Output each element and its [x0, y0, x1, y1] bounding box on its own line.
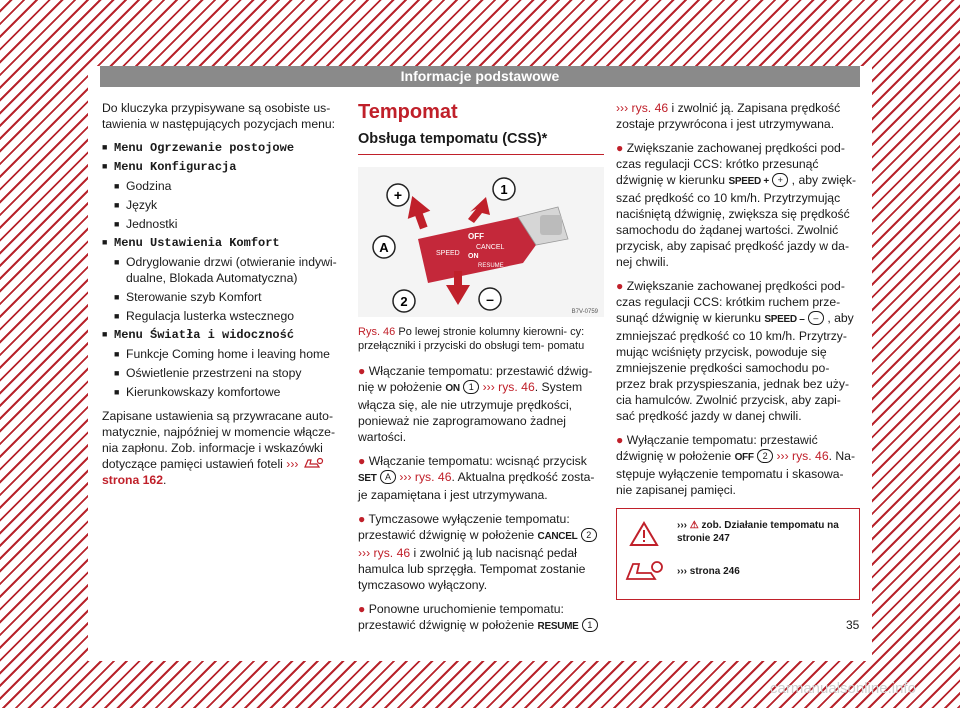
submenu-item: ■ Jednostki [102, 216, 342, 232]
paragraph: ● Tymczasowe wyłączenie tempomatu: przestawić dźwignię w położenie CANCEL 2 ››› rys. 46 i zwolnić ją lub nacisnąć pedał hamulca lub sprzęgła. Tempomat zostanie tymczasowo wyłączony. [358, 511, 604, 593]
menu-item: ■ Menu Konfiguracja [102, 159, 342, 175]
cross-ref-link[interactable]: ››› rys. 46 [482, 380, 535, 394]
label-a: A [379, 240, 389, 255]
page-number: 35 [846, 618, 860, 632]
label-2: 2 [400, 294, 408, 309]
column-1 [102, 100, 342, 496]
reference-box [616, 508, 860, 600]
note-page-ref[interactable]: ››› strona 246 [677, 566, 740, 577]
cross-ref-link[interactable]: ››› rys. 46 [616, 101, 669, 115]
key-speed-minus: SPEED – [764, 314, 805, 325]
outro-text: Zapisane ustawienia są przywracane auto- matycznie, najpóźniej w momencie włącze- nia zapłonu. Zob. informacje i wskazówki dotyczące pamięci ustawień foteli ››› strona 162. [102, 409, 336, 487]
speed-label: SPEED [436, 250, 460, 257]
badge-1: 1 [582, 618, 598, 632]
minus-label: – [486, 291, 494, 307]
seat-icon [623, 559, 665, 583]
cross-ref-link[interactable]: ››› rys. 46 [399, 470, 452, 484]
section-header: Informacje podstawowe [100, 66, 860, 87]
figure-code: B7V-0759 [571, 309, 598, 315]
paragraph: ››› rys. 46 i zwolnić ją. Zapisana prędkość zostaje przywrócona i jest utrzymywana. [616, 101, 841, 131]
badge-minus: – [808, 311, 824, 325]
key-resume: RESUME [537, 621, 579, 632]
watermark: carmanualsonline.info [770, 680, 916, 697]
badge-a: A [380, 470, 396, 484]
cross-ref-link[interactable]: ››› rys. 46 [776, 449, 829, 463]
cancel-label: CANCEL [476, 244, 505, 251]
column-3 [616, 100, 860, 600]
badge-2: 2 [757, 449, 773, 463]
resume-label: RESUME [478, 263, 504, 269]
badge-1: 1 [463, 380, 479, 394]
key-speed-plus: SPEED + [728, 176, 769, 187]
cross-ref-link[interactable]: ››› strona 162 [102, 457, 324, 487]
submenu-item: ■ Regulacja lusterka wstecznego [102, 308, 342, 324]
page-title: Tempomat [358, 101, 458, 123]
off-label: OFF [468, 232, 484, 241]
submenu-item: ■ Godzina [102, 178, 342, 194]
label-1: 1 [500, 182, 508, 197]
intro-text: Do kluczyka przypisywane są osobiste us- tawienia w następujących pozycjach menu: [102, 101, 336, 131]
section-subtitle: Obsługa tempomatu (CSS)* [358, 130, 604, 155]
paragraph: ● Zwiększanie zachowanej prędkości pod- czas regulacji CCS: krótkim ruchem prze- sunąć dźwignię w kierunku SPEED – – , aby zmniejszać prędkość co 10 km/h. Przytrzy- mując wciśnięty przycisk, powoduje się zmniejszenie prędkości samochodu po- przez brak przyspieszania, jednak bez uży- cia hamulców. Zwolnić przycisk, aby zapi- sać prędkość jazdy w danej chwili. [616, 279, 854, 423]
submenu-item: ■ Oświetlenie przestrzeni na stopy [102, 365, 342, 381]
cruise-control-figure [358, 167, 604, 317]
submenu-item: ■ Kierunkowskazy komfortowe [102, 384, 342, 400]
paragraph: ● Zwiększanie zachowanej prędkości pod- czas regulacji CCS: krótko przesunąć dźwignię w kierunku SPEED + + , aby zwięk- szać prędkość co 10 km/h. Przytrzymując naciśniętą dźwignię, zwiększa się prędkość samochodu do żądanej wartości. Zwolnić przycisk, aby zapisać prędkość jazdy w da- nej chwili. [616, 141, 857, 269]
menu-item: ■ Menu Ustawienia Komfort [102, 235, 342, 251]
on-label: ON [468, 253, 479, 260]
menu-item: ■ Menu Ogrzewanie postojowe [102, 140, 342, 156]
paragraph: ● Wyłączanie tempomatu: przestawić dźwignię w położenie OFF 2 ››› rys. 46. Na- stępuje wyłączenie tempomatu i skasowa- nie zapisanej pamięci. [616, 433, 856, 497]
paragraph: ● Włączanie tempomatu: wcisnąć przycisk SET A ››› rys. 46. Aktualna prędkość zosta- je zapamiętana i jest utrzymywana. [358, 454, 595, 502]
paragraph: ● Włączanie tempomatu: przestawić dźwig- nię w położenie ON 1 ››› rys. 46. System włącza się, ale nie utrzymuje prędkości, ponieważ nie zaprogramowano żadnej wartości. [358, 364, 593, 444]
badge-2: 2 [581, 528, 597, 542]
seat-icon [302, 457, 324, 469]
column-2 [358, 100, 604, 643]
figure-caption: Rys. 46 Po lewej stronie kolumny kierowni- cy: przełączniki i przyciski do obsługi tem- pomatu [358, 326, 585, 352]
note-warning-ref[interactable]: ››› ⚠ zob. Działanie tempomatu na stronie 247 [677, 520, 839, 544]
key-off: OFF [734, 452, 754, 463]
submenu-item: ■ Sterowanie szyb Komfort [102, 289, 342, 305]
submenu-item: ■ Odryglowanie drzwi (otwieranie indywi- dualne, Blokada Automatyczna) [102, 254, 342, 286]
badge-plus: + [772, 173, 788, 187]
cross-ref-link[interactable]: ››› rys. 46 [358, 546, 411, 560]
key-on: ON [445, 383, 460, 394]
menu-item: ■ Menu Światła i widoczność [102, 327, 342, 343]
key-cancel: CANCEL [537, 531, 578, 542]
menu-list [102, 140, 342, 400]
submenu-item: ■ Język [102, 197, 342, 213]
submenu-item: ■ Funkcje Coming home i leaving home [102, 346, 342, 362]
plus-label: + [393, 187, 403, 203]
key-set: SET [358, 473, 377, 484]
warning-icon [629, 521, 659, 547]
paragraph: ● Ponowne uruchomienie tempomatu: przestawić dźwignię w położenie RESUME 1 [358, 601, 604, 635]
